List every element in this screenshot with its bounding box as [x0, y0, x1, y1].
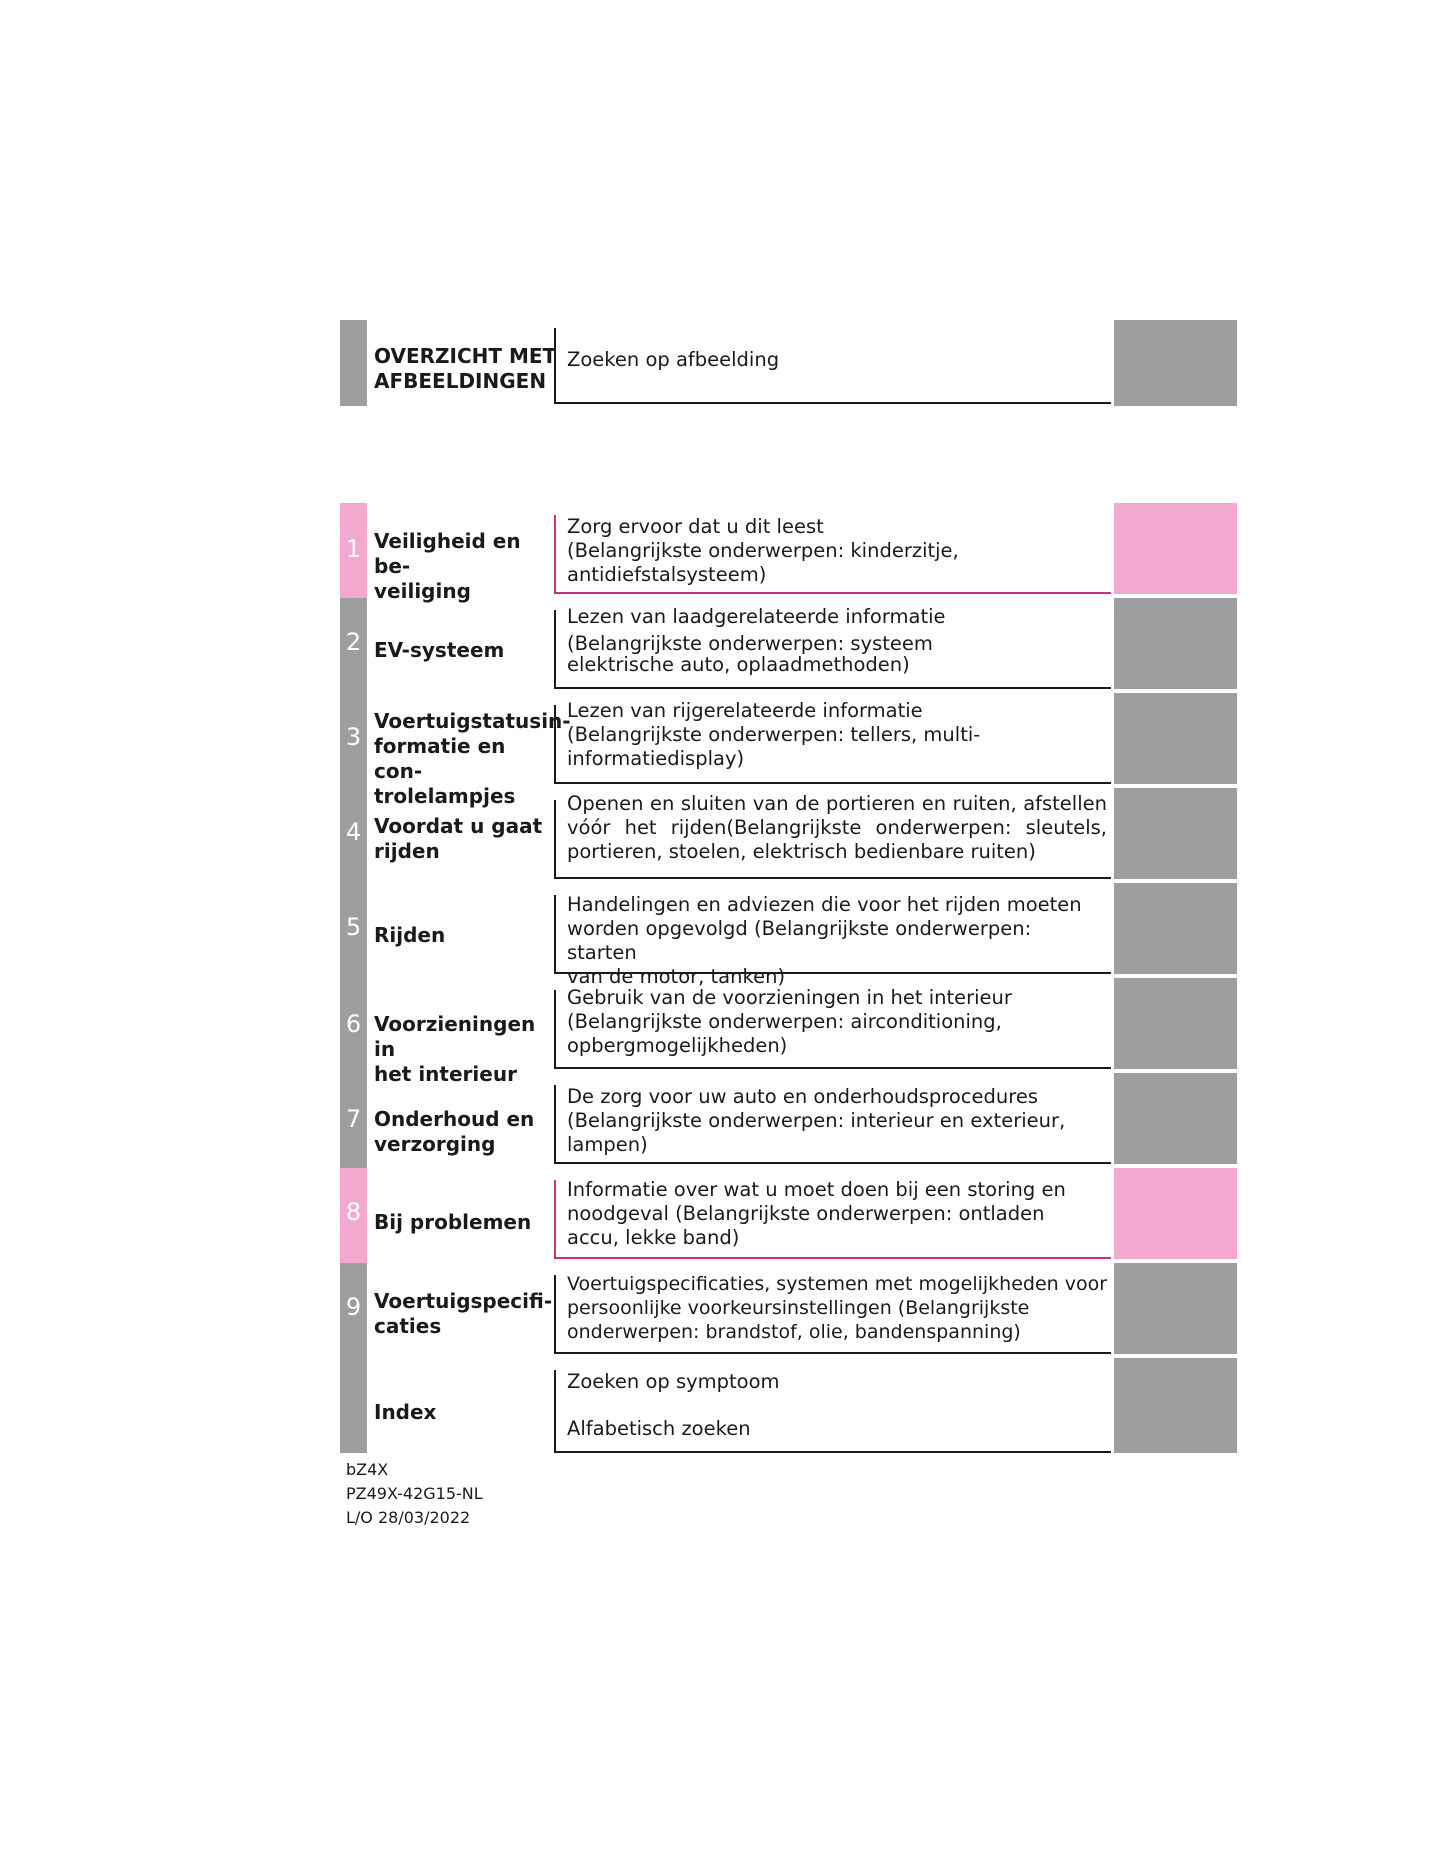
chapter-desc-box	[554, 792, 1111, 879]
chapter-title-line: formatie en con-	[374, 734, 506, 783]
chapter-7[interactable]	[340, 1073, 1237, 1168]
chapter-title	[374, 1289, 559, 1339]
overview-desc-box	[554, 328, 1111, 404]
chapter-desc-box	[554, 605, 1111, 689]
chapter-tab[interactable]	[1114, 1263, 1237, 1354]
chapter-2[interactable]	[340, 598, 1237, 693]
chapter-desc-line: Zorg ervoor dat u dit leest	[567, 515, 824, 538]
chapter-number: 4	[345, 818, 362, 846]
layout-date: L/O 28/03/2022	[346, 1508, 471, 1527]
chapter-desc-line: antidiefstalsysteem)	[567, 563, 767, 586]
chapter-desc-line: (Belangrijkste onderwerpen: interieur en exterieur,	[567, 1109, 1066, 1132]
chapter-5[interactable]	[340, 883, 1237, 988]
chapter-description[interactable]	[567, 699, 1107, 771]
chapter-desc-box	[554, 1275, 1111, 1354]
chapter-title-line: Voordat u gaat	[374, 814, 543, 838]
chapter-desc-line: De zorg voor uw auto en onderhoudsprocedures	[567, 1085, 1039, 1108]
chapter-desc-line: portieren, stoelen, elektrisch bedienbare ruiten)	[567, 840, 1036, 863]
overview-description[interactable]: Zoeken op afbeelding	[567, 348, 780, 371]
chapter-title	[374, 814, 559, 864]
chapter-tab[interactable]	[1114, 788, 1237, 879]
chapter-number: 8	[345, 1198, 362, 1226]
chapter-desc-line: worden opgevolgd (Belangrijkste onderwerpen: starten	[567, 917, 1032, 964]
chapter-tab[interactable]	[1114, 693, 1237, 784]
chapter-desc-box	[554, 699, 1111, 784]
chapter-desc-line: informatiedisplay)	[567, 747, 745, 770]
chapter-1[interactable]	[340, 503, 1237, 603]
chapter-title	[374, 923, 559, 948]
chapter-tab[interactable]	[1114, 1073, 1237, 1164]
index-strip	[340, 1358, 367, 1453]
overview-title-line: OVERZICHT MET	[374, 344, 557, 368]
chapter-description[interactable]	[567, 1272, 1111, 1344]
chapter-title-line: EV-systeem	[374, 638, 505, 662]
chapter-description[interactable]	[567, 605, 1107, 675]
chapter-number: 9	[345, 1293, 362, 1321]
chapter-desc-line: Voertuigspecificaties, systemen met mogelijkheden voor	[567, 1273, 1108, 1295]
chapter-description[interactable]	[567, 1085, 1107, 1157]
chapter-tab[interactable]	[1114, 1168, 1237, 1259]
chapter-desc-line: (Belangrijkste onderwerpen: systeem	[567, 632, 933, 655]
chapter-desc-line: Gebruik van de voorzieningen in het interieur	[567, 986, 1012, 1009]
chapter-number: 2	[345, 628, 362, 656]
chapter-desc-line: Informatie over wat u moet doen bij een storing en	[567, 1178, 1066, 1201]
chapter-desc-line: Lezen van laadgerelateerde informatie	[567, 605, 946, 628]
chapter-title-line: caties	[374, 1314, 442, 1338]
chapter-description[interactable]	[567, 893, 1107, 989]
index-section[interactable]	[340, 1358, 1237, 1453]
chapter-title-line: het interieur	[374, 1062, 517, 1086]
chapter-tab[interactable]	[1114, 883, 1237, 974]
chapter-title	[374, 1210, 559, 1235]
chapter-desc-line: lampen)	[567, 1133, 648, 1156]
index-symptom-search[interactable]: Zoeken op symptoom	[567, 1370, 780, 1393]
chapter-desc-line: elektrische auto, oplaadmethoden)	[567, 653, 910, 676]
model-name: bZ4X	[346, 1460, 389, 1479]
chapter-description[interactable]	[567, 1178, 1107, 1250]
index-title: Index	[374, 1400, 437, 1424]
chapter-title	[374, 638, 559, 663]
chapter-desc-line: opbergmogelijkheden)	[567, 1034, 788, 1057]
chapter-desc-line: accu, lekke band)	[567, 1226, 740, 1249]
chapter-desc-box	[554, 515, 1111, 594]
chapter-tab[interactable]	[1114, 503, 1237, 594]
chapter-desc-line: van de motor, tanken)	[567, 965, 786, 988]
index-desc-box	[554, 1370, 1111, 1453]
chapter-number: 3	[345, 723, 362, 751]
chapter-title-line: Bij problemen	[374, 1210, 532, 1234]
index-tab[interactable]	[1114, 1358, 1237, 1453]
chapter-desc-line: noodgeval (Belangrijkste onderwerpen: ontladen	[567, 1202, 1045, 1225]
chapter-desc-box	[554, 1180, 1111, 1259]
chapter-title-line: verzorging	[374, 1132, 496, 1156]
overview-title-line: AFBEELDINGEN	[374, 369, 547, 393]
chapter-title-line: Voorzieningen in	[374, 1012, 536, 1061]
chapter-title-line: Onderhoud en	[374, 1107, 535, 1131]
chapter-desc-line: Handelingen en adviezen die voor het rijden moeten	[567, 893, 1082, 916]
chapter-description[interactable]	[567, 792, 1107, 864]
chapter-6[interactable]	[340, 978, 1237, 1086]
chapter-tab[interactable]	[1114, 978, 1237, 1069]
chapter-title-line: Rijden	[374, 923, 446, 947]
chapter-number: 7	[345, 1105, 362, 1133]
chapter-number: 1	[345, 535, 362, 563]
chapter-desc-line: (Belangrijkste onderwerpen: kinderzitje,	[567, 539, 959, 562]
chapter-desc-box	[554, 986, 1111, 1069]
chapter-9[interactable]	[340, 1263, 1237, 1358]
chapter-title-line: veiliging	[374, 579, 471, 603]
chapter-title-line: trolelampjes	[374, 784, 516, 808]
chapter-desc-box	[554, 1085, 1111, 1164]
chapter-desc-line: onderwerpen: brandstof, olie, bandenspanning)	[567, 1321, 1021, 1343]
chapter-8[interactable]	[340, 1168, 1237, 1263]
document-code: PZ49X-42G15-NL	[346, 1484, 483, 1503]
chapter-4[interactable]	[340, 788, 1237, 883]
chapter-description[interactable]	[567, 515, 1107, 587]
chapter-desc-line: persoonlijke voorkeursinstellingen (Belangrijkste	[567, 1297, 1030, 1319]
chapter-title-line: Veiligheid en be-	[374, 529, 521, 578]
document-footer	[346, 1458, 483, 1530]
index-alphabetical-search[interactable]: Alfabetisch zoeken	[567, 1417, 751, 1440]
chapter-desc-line: (Belangrijkste onderwerpen: airconditioning,	[567, 1010, 1002, 1033]
chapter-number: 5	[345, 913, 362, 941]
overview-strip	[340, 320, 367, 406]
chapter-desc-line: Lezen van rijgerelateerde informatie	[567, 699, 923, 722]
overview-tab[interactable]	[1114, 320, 1237, 406]
overview-title	[374, 344, 559, 394]
overview-section[interactable]	[340, 320, 1237, 406]
chapter-title	[374, 529, 559, 604]
chapter-number: 6	[345, 1010, 362, 1038]
chapter-desc-line: (Belangrijkste onderwerpen: tellers, multi-	[567, 723, 981, 746]
chapter-desc-line: Openen en sluiten van de portieren en ruiten, afstellen	[567, 792, 1107, 815]
chapter-title-line: rijden	[374, 839, 440, 863]
chapter-title-line: Voertuigstatusin-	[374, 709, 571, 733]
chapter-title	[374, 1107, 559, 1157]
chapter-description[interactable]	[567, 986, 1107, 1058]
chapter-tab[interactable]	[1114, 598, 1237, 689]
chapter-desc-box	[554, 893, 1111, 988]
chapter-title-line: Voertuigspecifi-	[374, 1289, 553, 1313]
chapter-desc-line: vóór het rijden(Belangrijkste onderwerpen: sleutels,	[567, 816, 1107, 839]
